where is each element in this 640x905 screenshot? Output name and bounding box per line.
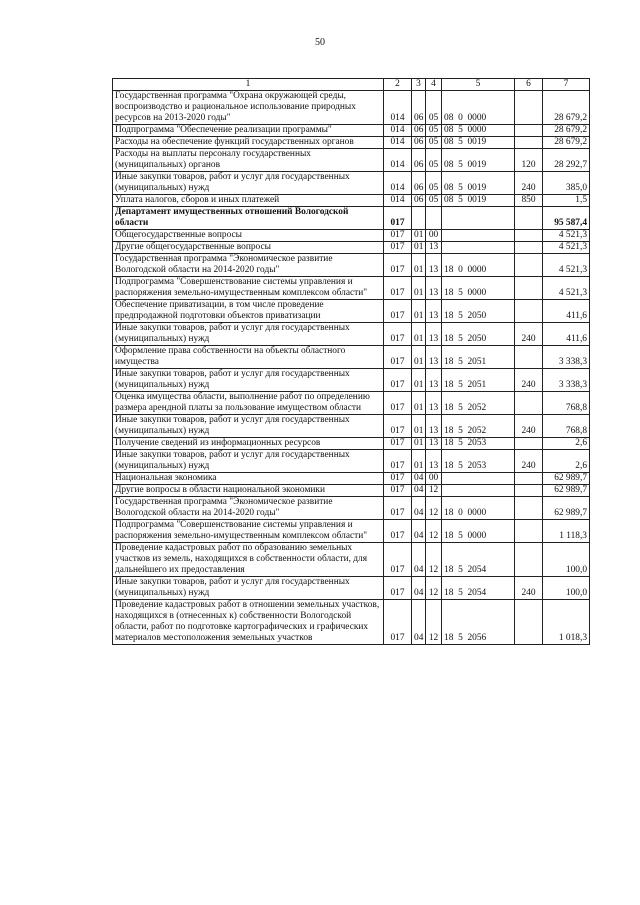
row-cell-col4: 12 (426, 600, 442, 645)
row-cell-col7: 62 989,7 (543, 497, 590, 520)
row-name-cell: Подпрограмма "Совершенствование системы управления и распоряжения земельно-имущественным комплексом области" (113, 520, 384, 543)
row-cell-col6: 240 (515, 450, 543, 473)
row-cell-col6: 240 (515, 577, 543, 600)
row-name-cell: Расходы на обеспечение функций государственных органов (113, 137, 384, 149)
row-cell-col2: 017 (384, 323, 412, 346)
row-cell-col2: 017 (384, 207, 412, 230)
row-cell-col5 (442, 230, 515, 242)
row-cell-col7: 768,8 (543, 415, 590, 438)
table-row (113, 543, 590, 577)
table-row (113, 473, 590, 485)
row-cell-col5: 18 5 0000 (442, 277, 515, 300)
row-cell-col4: 05 (426, 91, 442, 125)
row-cell-col3: 01 (412, 392, 426, 415)
table-row (113, 438, 590, 450)
row-cell-col7: 768,8 (543, 392, 590, 415)
row-cell-col2: 017 (384, 415, 412, 438)
row-cell-col5: 18 5 2051 (442, 369, 515, 392)
row-cell-col7: 62 989,7 (543, 485, 590, 497)
row-cell-col7: 4 521,3 (543, 230, 590, 242)
row-cell-col5: 08 0 0000 (442, 91, 515, 125)
row-cell-col5: 08 5 0000 (442, 125, 515, 137)
row-cell-col4: 05 (426, 137, 442, 149)
row-cell-col5 (442, 207, 515, 230)
row-cell-col5 (442, 473, 515, 485)
row-cell-col2: 017 (384, 450, 412, 473)
row-cell-col4: 13 (426, 450, 442, 473)
row-cell-col3: 01 (412, 277, 426, 300)
row-cell-col7: 28 679,2 (543, 91, 590, 125)
row-cell-col2: 017 (384, 520, 412, 543)
row-cell-col5: 18 5 2050 (442, 323, 515, 346)
row-cell-col6 (515, 242, 543, 254)
row-cell-col6 (515, 300, 543, 323)
row-cell-col3: 01 (412, 300, 426, 323)
row-cell-col2: 017 (384, 392, 412, 415)
row-cell-col7: 28 292,7 (543, 149, 590, 172)
row-cell-col3: 04 (412, 473, 426, 485)
row-cell-col4: 13 (426, 277, 442, 300)
row-cell-col2: 014 (384, 172, 412, 195)
row-cell-col5: 08 5 0019 (442, 149, 515, 172)
row-cell-col7: 1,5 (543, 195, 590, 207)
row-cell-col7: 28 679,2 (543, 125, 590, 137)
row-cell-col3: 06 (412, 172, 426, 195)
row-cell-col5: 08 5 0019 (442, 137, 515, 149)
row-cell-col4: 13 (426, 242, 442, 254)
table-row (113, 497, 590, 520)
row-cell-col6 (515, 473, 543, 485)
row-cell-col6 (515, 600, 543, 645)
row-cell-col4: 05 (426, 172, 442, 195)
row-cell-col5 (442, 485, 515, 497)
row-cell-col6 (515, 543, 543, 577)
row-cell-col3: 01 (412, 438, 426, 450)
row-cell-col4: 12 (426, 577, 442, 600)
row-name-cell: Уплата налогов, сборов и иных платежей (113, 195, 384, 207)
table-row (113, 415, 590, 438)
row-cell-col6 (515, 438, 543, 450)
row-cell-col3: 04 (412, 600, 426, 645)
row-cell-col5: 18 5 2050 (442, 300, 515, 323)
row-cell-col6 (515, 485, 543, 497)
row-cell-col7: 28 679,2 (543, 137, 590, 149)
row-cell-col4: 12 (426, 497, 442, 520)
row-cell-col4: 12 (426, 520, 442, 543)
header-col-4: 4 (426, 79, 442, 91)
row-cell-col2: 014 (384, 125, 412, 137)
row-name-cell: Оценка имущества области, выполнение работ по определению размера арендной платы за пользование имуществом области (113, 392, 384, 415)
row-cell-col3: 01 (412, 450, 426, 473)
row-cell-col6 (515, 91, 543, 125)
row-cell-col5: 18 5 2056 (442, 600, 515, 645)
row-cell-col6: 240 (515, 415, 543, 438)
table-row (113, 450, 590, 473)
row-cell-col3: 01 (412, 323, 426, 346)
budget-table (112, 78, 590, 645)
row-cell-col7: 95 587,4 (543, 207, 590, 230)
row-cell-col5: 18 5 2051 (442, 346, 515, 369)
row-cell-col7: 1 018,3 (543, 600, 590, 645)
table-row (113, 520, 590, 543)
row-cell-col2: 017 (384, 577, 412, 600)
header-col-7: 7 (543, 79, 590, 91)
table-row (113, 230, 590, 242)
row-cell-col4: 13 (426, 438, 442, 450)
row-cell-col2: 017 (384, 473, 412, 485)
row-cell-col4: 12 (426, 485, 442, 497)
row-cell-col3: 06 (412, 125, 426, 137)
row-cell-col7: 3 338,3 (543, 369, 590, 392)
row-name-cell: Иные закупки товаров, работ и услуг для государственных (муниципальных) нужд (113, 577, 384, 600)
row-cell-col3: 04 (412, 485, 426, 497)
row-name-cell: Иные закупки товаров, работ и услуг для государственных (муниципальных) нужд (113, 369, 384, 392)
row-cell-col2: 014 (384, 137, 412, 149)
row-cell-col2: 017 (384, 369, 412, 392)
table-row (113, 346, 590, 369)
row-cell-col6: 240 (515, 172, 543, 195)
row-cell-col4: 12 (426, 543, 442, 577)
row-cell-col5: 18 0 0000 (442, 254, 515, 277)
header-col-3: 3 (412, 79, 426, 91)
table-row (113, 277, 590, 300)
row-name-cell: Подпрограмма "Обеспечение реализации программы" (113, 125, 384, 137)
row-name-cell: Иные закупки товаров, работ и услуг для государственных (муниципальных) нужд (113, 172, 384, 195)
row-cell-col3 (412, 207, 426, 230)
row-cell-col6 (515, 207, 543, 230)
row-cell-col2: 017 (384, 600, 412, 645)
row-cell-col2: 014 (384, 195, 412, 207)
table-row (113, 600, 590, 645)
table-row (113, 323, 590, 346)
row-cell-col2: 017 (384, 438, 412, 450)
row-name-cell: Проведение кадастровых работ по образованию земельных участков из земель, находящихся в собственности области, для дальнейшего их предоставления (113, 543, 384, 577)
row-cell-col4: 13 (426, 254, 442, 277)
row-name-cell: Получение сведений из информационных ресурсов (113, 438, 384, 450)
table-row (113, 91, 590, 125)
row-cell-col3: 04 (412, 520, 426, 543)
row-cell-col5: 18 5 2053 (442, 438, 515, 450)
page-number: 50 (315, 37, 325, 48)
table-row (113, 300, 590, 323)
table-row (113, 172, 590, 195)
row-cell-col3: 06 (412, 195, 426, 207)
table-row (113, 149, 590, 172)
table-row (113, 242, 590, 254)
row-cell-col7: 100,0 (543, 577, 590, 600)
row-name-cell: Департамент имущественных отношений Вологодской области (113, 207, 384, 230)
row-cell-col2: 017 (384, 254, 412, 277)
row-name-cell: Иные закупки товаров, работ и услуг для государственных (муниципальных) нужд (113, 415, 384, 438)
row-name-cell: Проведение кадастровых работ в отношении земельных участков, находящихся в (отнесенных к) собственности Вологодской области, работ по подготовке картографических и графических материалов местоположения земельных участков (113, 600, 384, 645)
row-cell-col7: 385,0 (543, 172, 590, 195)
row-name-cell: Другие общегосударственные вопросы (113, 242, 384, 254)
row-cell-col2: 017 (384, 543, 412, 577)
row-cell-col7: 2,6 (543, 438, 590, 450)
table-row (113, 369, 590, 392)
row-cell-col4: 13 (426, 346, 442, 369)
row-cell-col3: 01 (412, 242, 426, 254)
row-cell-col7: 3 338,3 (543, 346, 590, 369)
header-row (113, 79, 590, 91)
row-cell-col6 (515, 230, 543, 242)
row-cell-col6: 240 (515, 369, 543, 392)
header-col-6: 6 (515, 79, 543, 91)
row-name-cell: Государственная программа "Экономическое развитие Вологодской области на 2014-2020 годы" (113, 497, 384, 520)
row-cell-col7: 4 521,3 (543, 242, 590, 254)
table-row (113, 485, 590, 497)
row-cell-col7: 4 521,3 (543, 277, 590, 300)
row-cell-col5: 18 5 2052 (442, 392, 515, 415)
row-cell-col4: 13 (426, 323, 442, 346)
row-cell-col4: 13 (426, 300, 442, 323)
row-cell-col6 (515, 497, 543, 520)
row-cell-col2: 017 (384, 277, 412, 300)
row-cell-col3: 01 (412, 254, 426, 277)
row-cell-col7: 100,0 (543, 543, 590, 577)
row-cell-col7: 411,6 (543, 323, 590, 346)
row-cell-col2: 017 (384, 346, 412, 369)
row-cell-col4: 13 (426, 392, 442, 415)
table-row (113, 207, 590, 230)
row-cell-col5: 18 5 0000 (442, 520, 515, 543)
table-row (113, 195, 590, 207)
row-name-cell: Иные закупки товаров, работ и услуг для государственных (муниципальных) нужд (113, 450, 384, 473)
row-cell-col3: 06 (412, 149, 426, 172)
row-cell-col5: 18 0 0000 (442, 497, 515, 520)
row-cell-col6 (515, 277, 543, 300)
row-cell-col2: 017 (384, 230, 412, 242)
row-cell-col6 (515, 125, 543, 137)
row-cell-col7: 411,6 (543, 300, 590, 323)
table-row (113, 125, 590, 137)
row-cell-col2: 014 (384, 149, 412, 172)
row-cell-col3: 04 (412, 497, 426, 520)
row-name-cell: Государственная программа "Охрана окружающей среды, воспроизводство и рациональное использование природных ресурсов на 2013-2020 годы" (113, 91, 384, 125)
row-cell-col6: 850 (515, 195, 543, 207)
row-cell-col6 (515, 346, 543, 369)
row-cell-col5: 18 5 2054 (442, 543, 515, 577)
row-cell-col4: 05 (426, 195, 442, 207)
row-cell-col4 (426, 207, 442, 230)
table-row (113, 577, 590, 600)
row-name-cell: Обеспечение приватизации, в том числе проведение предпродажной подготовки объектов приватизации (113, 300, 384, 323)
row-cell-col5: 08 5 0019 (442, 172, 515, 195)
row-cell-col6 (515, 520, 543, 543)
row-name-cell: Иные закупки товаров, работ и услуг для государственных (муниципальных) нужд (113, 323, 384, 346)
row-cell-col2: 014 (384, 91, 412, 125)
row-cell-col5 (442, 242, 515, 254)
row-cell-col3: 01 (412, 346, 426, 369)
row-cell-col2: 017 (384, 485, 412, 497)
row-cell-col4: 00 (426, 230, 442, 242)
row-cell-col5: 08 5 0019 (442, 195, 515, 207)
row-name-cell: Национальная экономика (113, 473, 384, 485)
row-cell-col4: 00 (426, 473, 442, 485)
table-row (113, 254, 590, 277)
row-cell-col5: 18 5 2054 (442, 577, 515, 600)
row-cell-col6: 120 (515, 149, 543, 172)
row-cell-col6: 240 (515, 323, 543, 346)
row-cell-col5: 18 5 2052 (442, 415, 515, 438)
row-cell-col3: 06 (412, 137, 426, 149)
row-cell-col3: 01 (412, 369, 426, 392)
row-cell-col7: 1 118,3 (543, 520, 590, 543)
row-name-cell: Оформление права собственности на объекты областного имущества (113, 346, 384, 369)
row-cell-col6 (515, 392, 543, 415)
row-cell-col3: 04 (412, 577, 426, 600)
row-cell-col6 (515, 137, 543, 149)
row-cell-col2: 017 (384, 242, 412, 254)
row-cell-col3: 01 (412, 415, 426, 438)
header-col-1: 1 (113, 79, 384, 91)
row-cell-col7: 4 521,3 (543, 254, 590, 277)
row-name-cell: Другие вопросы в области национальной экономики (113, 485, 384, 497)
table-row (113, 137, 590, 149)
row-cell-col7: 2,6 (543, 450, 590, 473)
row-name-cell: Подпрограмма "Совершенствование системы управления и распоряжения земельно-имущественным комплексом области" (113, 277, 384, 300)
table-body (113, 91, 590, 645)
row-name-cell: Общегосударственные вопросы (113, 230, 384, 242)
row-cell-col3: 06 (412, 91, 426, 125)
row-name-cell: Государственная программа "Экономическое развитие Вологодской области на 2014-2020 годы" (113, 254, 384, 277)
row-cell-col6 (515, 254, 543, 277)
row-cell-col4: 13 (426, 369, 442, 392)
header-col-2: 2 (384, 79, 412, 91)
row-cell-col4: 05 (426, 125, 442, 137)
row-cell-col3: 04 (412, 543, 426, 577)
row-cell-col4: 13 (426, 415, 442, 438)
row-name-cell: Расходы на выплаты персоналу государственных (муниципальных) органов (113, 149, 384, 172)
header-col-5: 5 (442, 79, 515, 91)
table-row (113, 392, 590, 415)
row-cell-col2: 017 (384, 300, 412, 323)
row-cell-col3: 01 (412, 230, 426, 242)
row-cell-col4: 05 (426, 149, 442, 172)
row-cell-col5: 18 5 2053 (442, 450, 515, 473)
row-cell-col7: 62 989,7 (543, 473, 590, 485)
row-cell-col2: 017 (384, 497, 412, 520)
